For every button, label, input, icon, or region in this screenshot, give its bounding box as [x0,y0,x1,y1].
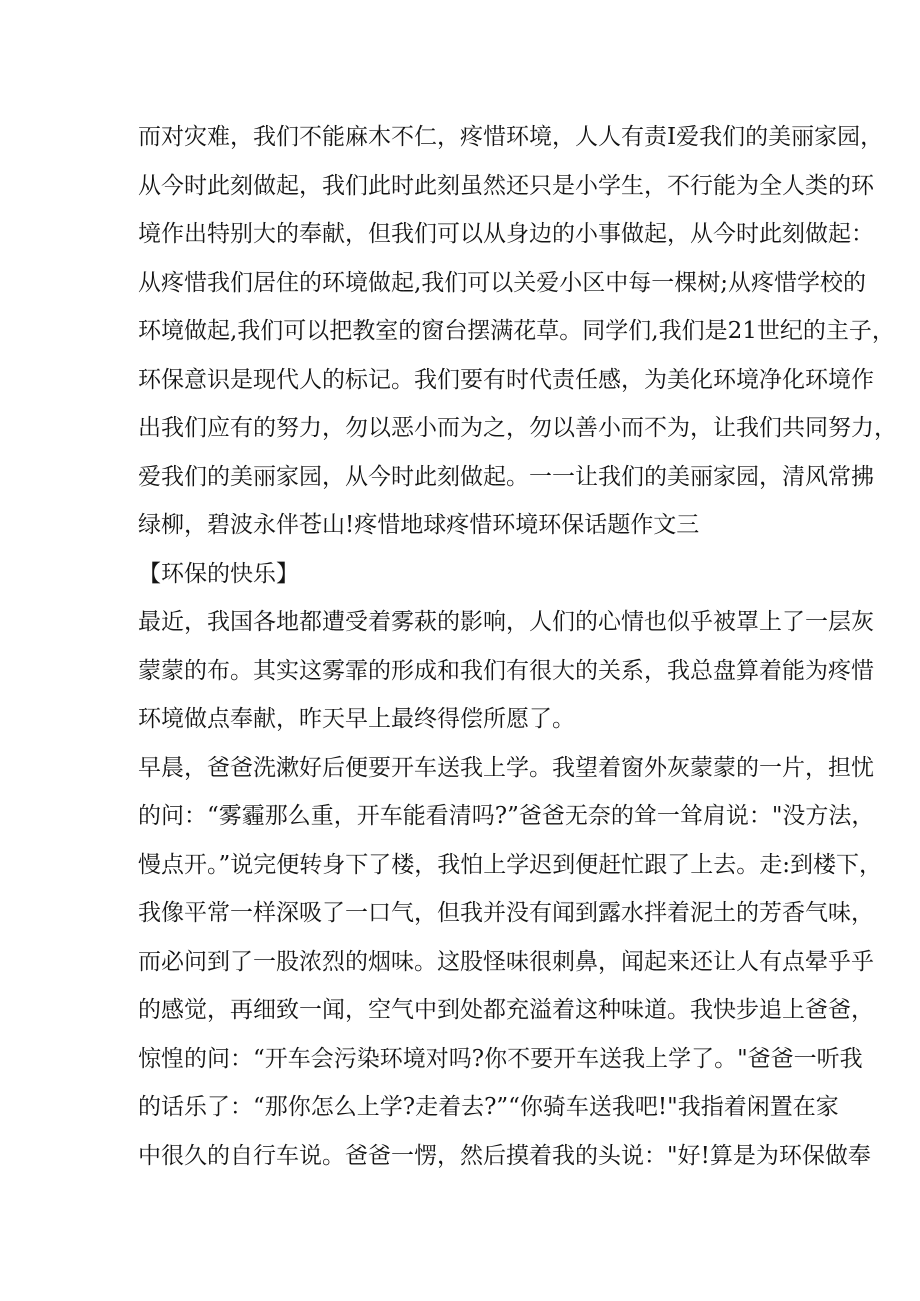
text-line-18: 而必问到了一股浓烈的烟味。这股怪味很刺鼻，闻起来还让人有点晕乎乎 [138,948,874,975]
essay-text [138,113,897,1180]
text-line-16: 慢点开。”说完便转身下了楼，我怕上学迟到便赶忙跟了上去。走:到楼下， [138,851,883,878]
text-line-15: 的问：“雾霾那么重，开车能看清吗?”爸爸无奈的耸一耸肩说："没方法， [138,803,875,829]
text-line-12: 蒙蒙的布。其实这雾霏的形成和我们有很大的关系，我总盘算着能为疼惜 [138,657,874,684]
text-line-13: 环境做点奉献，昨天早上最终得偿所愿了。 [138,706,575,732]
text-line-4: 从疼惜我们居住的环境做起,我们可以关爱小区中每一棵树;从疼惜学校的 [138,269,867,296]
text-line-20: 惊惶的问：“开车会污染环境对吗?你不要开车送我上学了。"爸爸一听我 [138,1045,863,1072]
text-line-17: 我像平常一样深吸了一口气，但我并没有闻到露水拌着泥土的芳香气味， [138,900,874,926]
text-line-9: 绿柳，碧波永伴苍山!疼惜地球疼惜环境环保话题作文三 [138,512,700,538]
section-heading: 【环保的快乐】 [138,560,299,587]
text-line-7: 出我们应有的努力，勿以恶小而为之，勿以善小而不为，让我们共同努力， [138,415,897,441]
text-line-11: 最近，我国各地都遭受着雾萩的影响，人们的心情也似乎被罩上了一层灰 [138,609,874,635]
text-line-21: 的话乐了：“那你怎么上学?走着去?”“你骑车送我吧!"我指着闲置在家 [138,1094,839,1120]
text-line-6: 环保意识是现代人的标记。我们要有时代责任感，为美化环境净化环境作 [138,366,874,393]
text-line-8: 爱我们的美丽家园，从今时此刻做起。一一让我们的美丽家园，清风常拂 [138,463,874,490]
text-line-3: 境作出特别大的奉献，但我们可以从身边的小事做起，从今时此刻做起： [138,221,874,247]
text-line-5: 环境做起,我们可以把教室的窗台摆满花草。同学们,我们是21世纪的主子， [138,318,895,344]
text-line-19: 的感觉，再细致一闻，空气中到处都充溢着这种味道。我快步追上爸爸， [138,997,874,1023]
text-line-1: 而对灾难，我们不能麻木不仁，疼惜环境，人人有责I爱我们的美丽家园， [138,124,884,150]
text-line-14: 早晨，爸爸洗漱好后便要开车送我上学。我望着窗外灰蒙蒙的一片，担忧 [138,754,874,781]
text-line-2: 从今时此刻做起，我们此时此刻虽然还只是小学生，不行能为全人类的环 [138,172,874,199]
text-line-22: 中很久的自行车说。爸爸一愣，然后摸着我的头说："好!算是为环保做奉 [138,1142,871,1169]
